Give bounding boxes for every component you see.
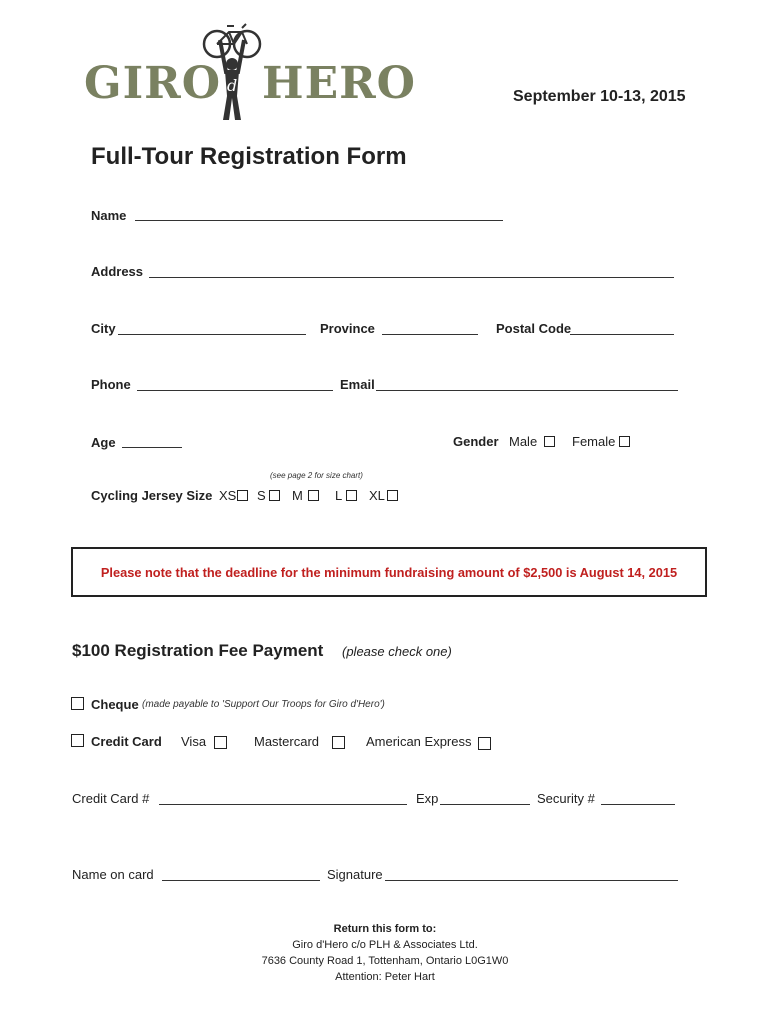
signature-field[interactable] <box>385 880 678 881</box>
name-label: Name <box>91 208 127 223</box>
logo-text-mid: d' <box>227 76 242 95</box>
email-label: Email <box>340 377 375 392</box>
jersey-size-label: Cycling Jersey Size <box>91 488 213 503</box>
name-field[interactable] <box>135 220 503 221</box>
female-checkbox[interactable] <box>619 436 630 447</box>
return-line-1: Giro d'Hero c/o PLH & Associates Ltd. <box>292 939 478 951</box>
address-label: Address <box>91 264 144 279</box>
deadline-notice <box>71 547 707 597</box>
amex-label: American Express <box>366 734 472 749</box>
mastercard-label: Mastercard <box>254 734 320 749</box>
deadline-notice-text: Please note that the deadline for the minimum fundraising amount of $2,500 is August 14, 2015 <box>100 564 678 580</box>
visa-label: Visa <box>181 734 207 749</box>
mastercard-checkbox[interactable] <box>332 736 345 749</box>
signature-label: Signature <box>327 867 383 882</box>
province-label: Province <box>320 321 375 336</box>
size-m-label: M <box>292 488 303 503</box>
name-on-card-field[interactable] <box>162 880 320 881</box>
phone-label: Phone <box>91 377 131 392</box>
age-field[interactable] <box>122 447 182 448</box>
security-label: Security # <box>537 791 595 806</box>
cheque-label: Cheque <box>91 697 139 712</box>
security-field[interactable] <box>601 804 675 805</box>
city-field[interactable] <box>118 334 306 335</box>
size-l-label: L <box>335 488 343 503</box>
form-title: Full-Tour Registration Form <box>91 143 407 170</box>
size-xs-checkbox[interactable] <box>237 490 248 501</box>
return-line-3: Attention: Peter Hart <box>335 971 435 983</box>
cc-number-label: Credit Card # <box>72 791 150 806</box>
phone-field[interactable] <box>137 390 333 391</box>
payment-title: $100 Registration Fee Payment <box>72 641 324 660</box>
male-checkbox[interactable] <box>544 436 555 447</box>
return-heading: Return this form to: <box>333 923 437 935</box>
payment-title-note: (please check one) <box>342 644 452 659</box>
event-date: September 10-13, 2015 <box>513 88 686 105</box>
size-xl-checkbox[interactable] <box>387 490 398 501</box>
size-s-checkbox[interactable] <box>269 490 280 501</box>
female-label: Female <box>572 434 616 449</box>
visa-checkbox[interactable] <box>214 736 227 749</box>
cheque-note: (made payable to 'Support Our Troops for Giro d'Hero') <box>142 699 385 710</box>
cheque-checkbox[interactable] <box>71 697 84 710</box>
cc-number-field[interactable] <box>159 804 407 805</box>
return-line-2: 7636 County Road 1, Tottenham, Ontario L0G1W0 <box>261 955 509 967</box>
size-l-checkbox[interactable] <box>346 490 357 501</box>
size-m-checkbox[interactable] <box>308 490 319 501</box>
credit-card-label: Credit Card <box>91 734 162 749</box>
size-xs-label: XS <box>219 488 237 503</box>
size-xl-label: XL <box>369 488 385 503</box>
logo-text-right: HERO <box>262 58 417 109</box>
exp-field[interactable] <box>440 804 530 805</box>
size-chart-note: (see page 2 for size chart) <box>270 471 363 480</box>
gender-label: Gender <box>453 434 499 449</box>
name-on-card-label: Name on card <box>72 867 154 882</box>
email-field[interactable] <box>376 390 678 391</box>
logo-text-left: GIRO <box>84 58 222 109</box>
address-field[interactable] <box>149 277 674 278</box>
exp-label: Exp <box>416 791 439 806</box>
age-label: Age <box>91 435 116 450</box>
logo <box>84 18 417 123</box>
city-label: City <box>91 321 116 336</box>
province-field[interactable] <box>382 334 478 335</box>
postal-code-field[interactable] <box>570 334 674 335</box>
size-s-label: S <box>257 488 266 503</box>
male-label: Male <box>509 434 538 449</box>
amex-checkbox[interactable] <box>478 737 491 750</box>
postal-code-label: Postal Code <box>496 321 572 336</box>
credit-card-checkbox[interactable] <box>71 734 84 747</box>
